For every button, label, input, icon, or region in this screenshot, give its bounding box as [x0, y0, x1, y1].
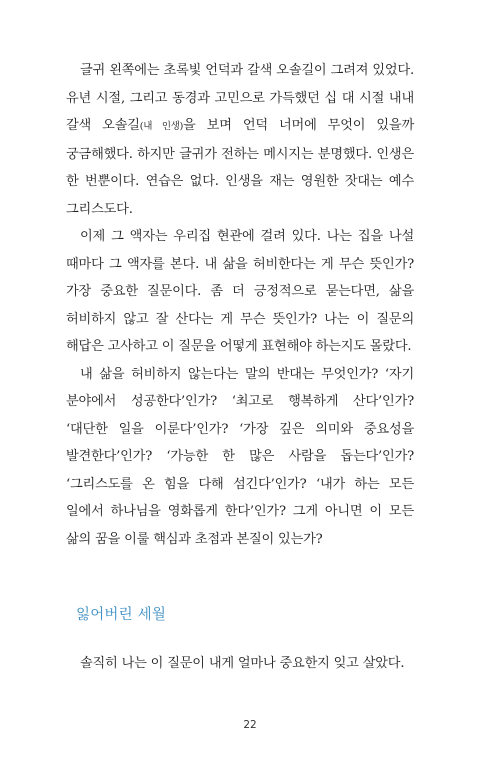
paragraph-1-text-cont: 을 보며 언덕 너머에 무엇이 있을까 궁금해했다. 하지만 글귀가 전하는 메시지는 분명했다. 인생은 한 번뿐이다. 연습은 없다. 인생을 재는 영원한 잣대는 예수 그리스도다. — [66, 118, 414, 217]
section-heading: 잃어버린 세월 — [76, 607, 167, 623]
paragraph-1-aside: (내 인생) — [139, 121, 184, 132]
paragraph-3: 내 삶을 허비하지 않는다는 말의 반대는 무엇인가? ‘자기 분야에서 성공한다’인가? ‘최고로 행복하게 산다’인가? ‘대단한 일을 이룬다’인가? ‘가장 깊은 의미와 중요성을 발견한다’인가? ‘가능한 한 많은 사람을 돕는다’인가? ‘그리스도를 온 힘을 다해 섬긴다’인가? ‘내가 하는 모든 일에서 하나님을 영화롭게 한다’인가? 그게 아니면 이 모든 삶의 꿈을 이룰 핵심과 초점과 본질이 있는가? — [66, 366, 414, 547]
paragraph-1 — [66, 57, 414, 223]
paragraph-4: 솔직히 나는 이 질문이 내게 얼마나 중요한지 잊고 살았다. — [80, 656, 405, 671]
body-text — [66, 57, 414, 553]
page-number: 22 — [243, 719, 257, 731]
paragraph-1-text: 글귀 왼쪽에는 초록빛 언덕과 갈색 오솔길이 그려져 있었다. 유년 시절, 그리고 동경과 고민으로 가득했던 십 대 시절 내내 갈색 오솔길 — [66, 63, 414, 133]
paragraph-2: 이제 그 액자는 우리집 현관에 걸려 있다. 나는 집을 나설 때마다 그 액자를 본다. 내 삶을 허비한다는 게 무슨 뜻인가? 가장 중요한 질문이다. 좀 더 긍정적으로 묻는다면, 삶을 허비하지 않고 잘 산다는 게 무슨 뜻인가? 나는 이 질문의 해답은 고사하고 이 질문을 어떻게 표현해야 하는지도 몰랐다. — [66, 229, 414, 354]
body-text-section — [66, 650, 414, 678]
